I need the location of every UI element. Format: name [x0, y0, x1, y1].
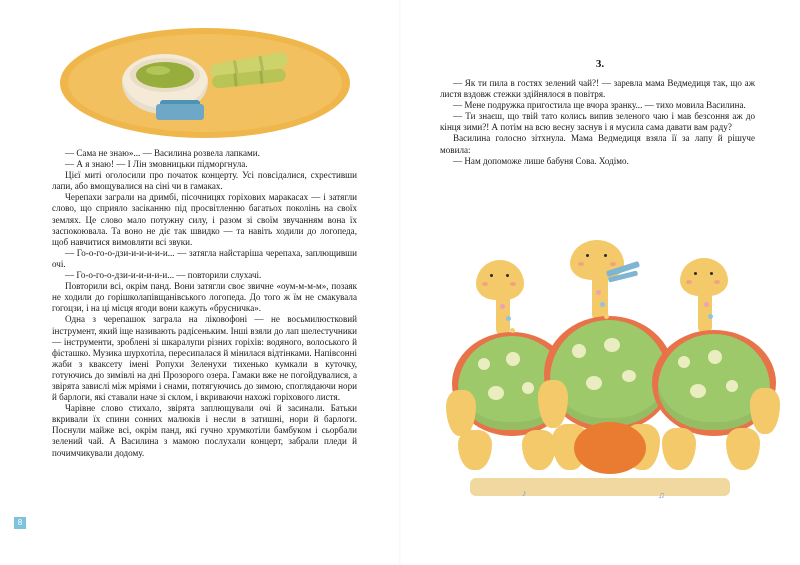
turtle-center-eye [586, 254, 589, 257]
paragraph: — Нам допоможе лише бабуня Сова. Ходімо. [453, 155, 629, 166]
turtle-center-cheek [578, 262, 584, 266]
necklace-bead [510, 328, 515, 333]
paragraph: — Мене подружка пригостила ще вчора зранку... — тихо мовила Василина. [453, 100, 746, 111]
necklace-bead [604, 314, 609, 319]
paragraph: Повторили всі, окрім панд. Вони затягли своє звичне «оум-м-м-м», позаяк не ходили до горішколапівщанівського логопеда. До того ж їм не смакувала гогоцзи, і на ці місця ягоди вони кажуть «брусничка». [52, 281, 357, 314]
necklace-bead [500, 304, 505, 309]
left-page-body-text [52, 148, 357, 459]
turtle-center-eye [604, 254, 607, 257]
turtle-right-cheek [686, 280, 692, 284]
turtle-right-head [680, 258, 728, 296]
paragraph: Чарівне слово стихало, звірята заплющували очі й засинали. Батьки вкривали їх спини сонних малюків і несли в затишні, нори й барлоги. Поснули майже всі, окрім панд, які гучно хрумкотіли бамбуком і сьорбали зелений чай. А Василина з мамою послухали концерт, забрали пледи й почимчикували додому. [52, 403, 357, 458]
turtle-right-eye [710, 272, 713, 275]
shell-pattern-dot [690, 384, 706, 398]
paragraph: Черепахи заграли на дримбі, пісочницях горіхових маракасах — і затягли слово, що сприяло засіканню під просвітленню багатьох поколінь на своїх землях. Це слово мало потужну силу, і разом зі своїм звучанням вона їх заспокоювала. Та воно не діє так швидко — та навіть ходили до логопеда, щоб навчитися вимовляти всі звуки. [52, 192, 357, 247]
turtle-center-leg [538, 380, 568, 428]
necklace-bead [708, 314, 713, 319]
paragraph: — Ти знаєш, що твій тато колись випив зеленого чаю і мав безсоння аж до кінця зими?! А потім на всю весну заснув і я мусила сама давати вам раду? [440, 111, 755, 133]
shell-pattern-dot [522, 382, 534, 394]
tea-bowl-illustration [60, 28, 350, 138]
shell-pattern-dot [726, 380, 738, 392]
rug [470, 478, 730, 496]
paragraph: — А я знаю! — І Лін змовницьки підморгнула. [65, 159, 248, 170]
turtle-right-eye [694, 272, 697, 275]
turtle-right-leg [726, 428, 760, 470]
turtle-left-head [476, 260, 524, 300]
necklace-bead [506, 316, 511, 321]
shell-pattern-dot [604, 338, 620, 352]
paragraph: Василина голосно зітхнула. Мама Ведмедиця взяла її за лапу й рішуче мовила: [440, 133, 755, 155]
right-page [400, 0, 800, 565]
necklace-bead [600, 302, 605, 307]
shell-pattern-dot [708, 350, 722, 364]
turtle-left-cheek [482, 282, 488, 286]
paragraph: — Го-о-го-о-дзи-и-и-и-и-и... — затягла найстаріша черепаха, заплющивши очі. [52, 247, 357, 269]
chapter-number: 3. [595, 58, 605, 70]
turtle-left-eye [506, 274, 509, 277]
shell-pattern-dot [622, 370, 636, 382]
shell-pattern-dot [506, 352, 520, 366]
paragraph: — Го-о-го-о-дзи-и-и-и-и-и... — повторили слухачі. [65, 270, 262, 281]
turtles-band-illustration [410, 240, 790, 540]
turtle-left-leg [522, 430, 556, 470]
shell-pattern-dot [678, 356, 690, 368]
tea-highlight [146, 66, 170, 75]
turtle-right-leg [662, 428, 696, 470]
page-number: 8 [14, 517, 26, 529]
shell-pattern-dot [586, 376, 602, 390]
shell-pattern-dot [572, 344, 586, 358]
paragraph: — Сама не знаю»... — Василина розвела лапками. [65, 148, 260, 158]
paragraph: Цієї миті оголосили про початок концерту. Усі повсідалися, схрестивши лапи, або вмощувалися на сіні чи в гамаках. [52, 170, 357, 192]
paragraph: — Як ти пила в гостях зелений чай?! — заревла мама Ведмедиця так, що аж листя вздовж стежки здійнялося в повітря. [440, 78, 755, 100]
paragraph: Одна з черепашок заграла на ліковофоні — не восьмилюстковий інструмент, який іще називають радісеньким. Інші взяли до лап шелестучники — інструменти, зроблені зі шкаралупи різних горіхів: водяного, волоського й фісташко. Музика шурхотіла, пересипалася й мінилася відтінками. Напівсонні жаби з кваксету імені Ропухи Зеленухи тихенько кумкали в куточку, готуючись до зимівлі на дні Прозорого озера. Гамаки вже не погойдувалися, а звірята завислі між мріями і снами, потягуючись до зимою, споглядаючи нори й барлоги, які ставали наче зі склом, і вкриваючи нахожі горіхового листя. [52, 314, 357, 403]
shell-pattern-dot [488, 386, 504, 400]
turtle-right-cheek [714, 280, 720, 284]
necklace-bead [704, 302, 709, 307]
turtle-right-leg [750, 388, 780, 434]
music-note-icon: ♫ [658, 490, 665, 500]
necklace-bead [596, 290, 601, 295]
turtle-left-eye [490, 274, 493, 277]
tea-whisk [156, 104, 204, 120]
orange-ball [574, 422, 646, 474]
turtle-left-leg [458, 430, 492, 470]
shell-pattern-dot [478, 358, 490, 370]
music-note-icon: ♪ [522, 488, 527, 498]
turtle-left-cheek [510, 282, 516, 286]
turtle-center-cheek [610, 262, 616, 266]
right-page-body-text [440, 78, 755, 167]
